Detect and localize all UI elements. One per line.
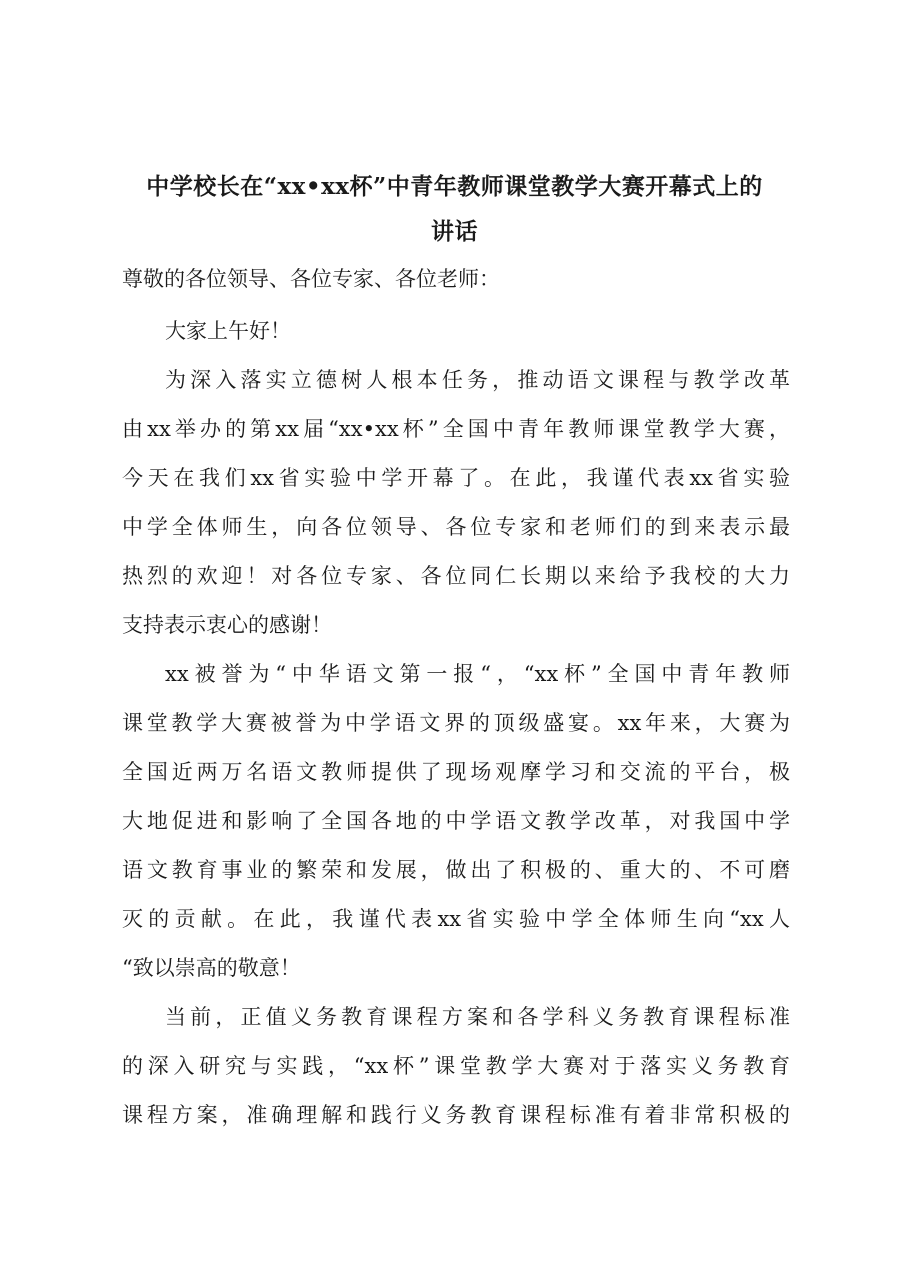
- document-title-line-1: 中学校长在“xx•xx杯”中青年教师课堂教学大赛开幕式上的: [146, 173, 763, 200]
- paragraph-3-line-1: 当前，正值义务教育课程方案和各学科义务教育课程标准: [165, 1005, 790, 1029]
- paragraph-2-line-7: “致以崇高的敬意！: [122, 956, 301, 980]
- paragraph-3-line-2: 的深入研究与实践，“xx杯”课堂教学大赛对于落实义务教育: [122, 1054, 790, 1078]
- paragraph-1-line-2: 由xx举办的第xx届“xx•xx杯”全国中青年教师课堂教学大赛，: [122, 417, 790, 441]
- paragraph-2-line-5: 语文教育事业的繁荣和发展，做出了积极的、重大的、不可磨: [122, 858, 790, 882]
- paragraph-1-line-4: 中学全体师生，向各位领导、各位专家和老师们的到来表示最: [122, 515, 790, 539]
- paragraph-2-line-3: 全国近两万名语文教师提供了现场观摩学习和交流的平台，极: [122, 760, 790, 784]
- paragraph-3-line-3: 课程方案，准确理解和践行义务教育课程标准有着非常积极的: [122, 1103, 790, 1127]
- paragraph-2-line-6: 灭的贡献。在此，我谨代表xx省实验中学全体师生向“xx人: [122, 907, 790, 931]
- document-title-line-2: 讲话: [431, 218, 478, 245]
- paragraph-2-line-2: 课堂教学大赛被誉为中学语文界的顶级盛宴。xx年来，大赛为: [122, 711, 790, 735]
- paragraph-1-line-1: 为深入落实立德树人根本任务，推动语文课程与教学改革: [165, 368, 790, 392]
- salutation: 尊敬的各位领导、各位专家、各位老师：: [122, 267, 500, 291]
- paragraph-1-line-3: 今天在我们xx省实验中学开幕了。在此，我谨代表xx省实验: [122, 466, 790, 490]
- greeting: 大家上午好！: [165, 319, 291, 343]
- paragraph-2-line-1: xx被誉为“中华语文第一报“，“xx杯”全国中青年教师: [165, 662, 790, 686]
- paragraph-1-line-6: 支持表示衷心的感谢！: [122, 613, 332, 637]
- paragraph-2-line-4: 大地促进和影响了全国各地的中学语文教学改革，对我国中学: [122, 809, 790, 833]
- paragraph-1-line-5: 热烈的欢迎！对各位专家、各位同仁长期以来给予我校的大力: [122, 564, 790, 588]
